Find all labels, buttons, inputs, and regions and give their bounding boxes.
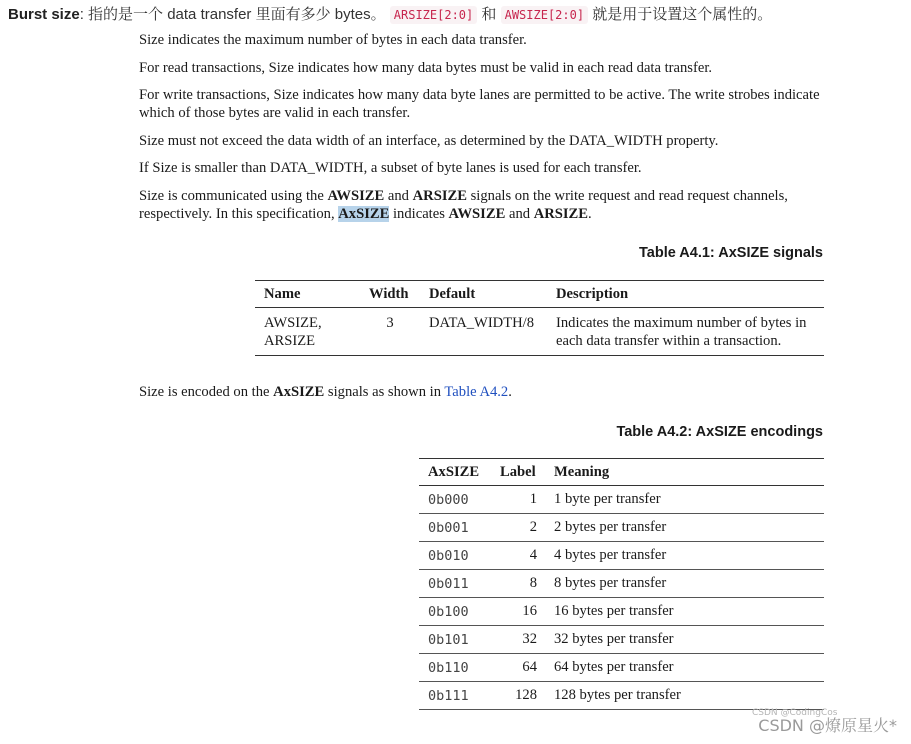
encoding-label: 64 <box>522 659 537 675</box>
table1-header-row <box>255 281 824 308</box>
watermark-small: CSDN @CodingCos <box>752 708 838 718</box>
burst-size-term: Burst size <box>8 6 80 23</box>
encoding-meaning: 1 byte per transfer <box>554 491 661 507</box>
encoding-code: 0b011 <box>428 575 469 592</box>
encoding-code: 0b110 <box>428 659 469 676</box>
table1-cell-default: DATA_WIDTH/8 <box>429 315 535 331</box>
encoding-label: 4 <box>529 547 537 563</box>
watermark-csdn: CSDN @燎原星火* <box>758 716 897 735</box>
arsize-bold: ARSIZE <box>412 188 467 204</box>
table-a4-2-link[interactable]: Table A4.2 <box>444 384 509 400</box>
table1-header-name: Name <box>264 285 301 302</box>
p6-text-f: . <box>588 206 592 222</box>
table-row <box>419 598 824 626</box>
encoding-label: 1 <box>529 491 537 507</box>
table-row <box>419 654 824 682</box>
paragraph-byte-lanes: If Size is smaller than DATA_WIDTH, a subset of byte lanes is used for each transfer. <box>139 160 642 176</box>
table1-cell-name <box>255 308 360 356</box>
p6-text-e: and <box>505 206 534 222</box>
encoding-label: 8 <box>529 575 537 591</box>
axsize-encodings-table <box>419 458 824 710</box>
table2-caption: Table A4.2: AxSIZE encodings <box>616 424 823 440</box>
encoding-code: 0b000 <box>428 491 469 508</box>
awsize-bold: AWSIZE <box>327 188 385 204</box>
encoding-code: 0b001 <box>428 519 469 536</box>
paragraph-signals <box>139 187 839 223</box>
encoding-meaning: 16 bytes per transfer <box>554 603 674 619</box>
table1-cell-description: Indicates the maximum number of bytes in each data transfer within a transaction. <box>556 315 807 349</box>
paragraph-encoding <box>139 383 839 401</box>
intro-text-2: 和 <box>477 6 501 23</box>
p7-text-c: . <box>508 384 512 400</box>
encoding-label: 32 <box>522 631 537 647</box>
axsize-signals-table <box>255 280 824 356</box>
table1-row <box>255 308 824 356</box>
encoding-meaning: 2 bytes per transfer <box>554 519 667 535</box>
encoding-code: 0b111 <box>428 687 469 704</box>
table1-cell-width: 3 <box>386 315 394 331</box>
table-row <box>419 570 824 598</box>
table2-header-axsize: AxSIZE <box>428 463 480 480</box>
encoding-code: 0b101 <box>428 631 469 648</box>
p6-text-b: and <box>384 188 413 204</box>
axsize-highlight[interactable]: AxSIZE <box>338 206 390 222</box>
encoding-meaning: 8 bytes per transfer <box>554 575 667 591</box>
table2-header-row <box>419 459 824 486</box>
paragraph-read-transactions: For read transactions, Size indicates how many data bytes must be valid in each read data transfer. <box>139 60 713 76</box>
encoding-label: 16 <box>522 603 537 619</box>
intro-text-1: : 指的是一个 data transfer 里面有多少 bytes。 <box>79 6 386 23</box>
encoding-label: 128 <box>515 687 537 703</box>
table-row <box>419 542 824 570</box>
paragraph-data-width-limit: Size must not exceed the data width of an interface, as determined by the DATA_WIDTH property. <box>139 133 719 149</box>
paragraph-size-definition: Size indicates the maximum number of bytes in each data transfer. <box>139 32 527 48</box>
encoding-label: 2 <box>529 519 537 535</box>
p6-text-a: Size is communicated using the <box>139 188 328 204</box>
arsize-code: ARSIZE[2:0] <box>390 6 477 24</box>
table1-header-default: Default <box>429 285 476 302</box>
encoding-code: 0b010 <box>428 547 469 564</box>
axsize-bold: AxSIZE <box>273 384 325 400</box>
intro-line <box>8 5 903 25</box>
paragraph-write-transactions: For write transactions, Size indicates how many data byte lanes are permitted to be active. The write strobes indicate which of those bytes are valid in each transfer. <box>139 87 820 121</box>
table1-name-awsize: AWSIZE, <box>264 315 322 331</box>
table-row <box>419 626 824 654</box>
encoding-code: 0b100 <box>428 603 469 620</box>
p6-text-d: indicates <box>389 206 449 222</box>
awsize-code: AWSIZE[2:0] <box>501 6 588 24</box>
awsize-bold-2: AWSIZE <box>448 206 506 222</box>
table1-caption: Table A4.1: AxSIZE signals <box>639 245 823 261</box>
p7-text-a: Size is encoded on the <box>139 384 274 400</box>
table1-header-description: Description <box>556 285 629 302</box>
p7-text-b: signals as shown in <box>324 384 445 400</box>
table1-header-width: Width <box>369 285 409 302</box>
table1-name-arsize: ARSIZE <box>264 333 316 349</box>
encoding-meaning: 4 bytes per transfer <box>554 547 667 563</box>
table-row <box>419 514 824 542</box>
table-row <box>419 682 824 710</box>
intro-text-3: 就是用于设置这个属性的。 <box>588 6 773 23</box>
encoding-meaning: 32 bytes per transfer <box>554 631 674 647</box>
table-row <box>419 486 824 514</box>
table2-header-label: Label <box>500 463 536 480</box>
encoding-meaning: 64 bytes per transfer <box>554 659 674 675</box>
p6-text-c: signals on the write request and read request channels, respectively. In this specification, <box>139 188 788 222</box>
table2-header-meaning: Meaning <box>554 463 610 480</box>
encoding-meaning: 128 bytes per transfer <box>554 687 681 703</box>
arsize-bold-2: ARSIZE <box>533 206 589 222</box>
